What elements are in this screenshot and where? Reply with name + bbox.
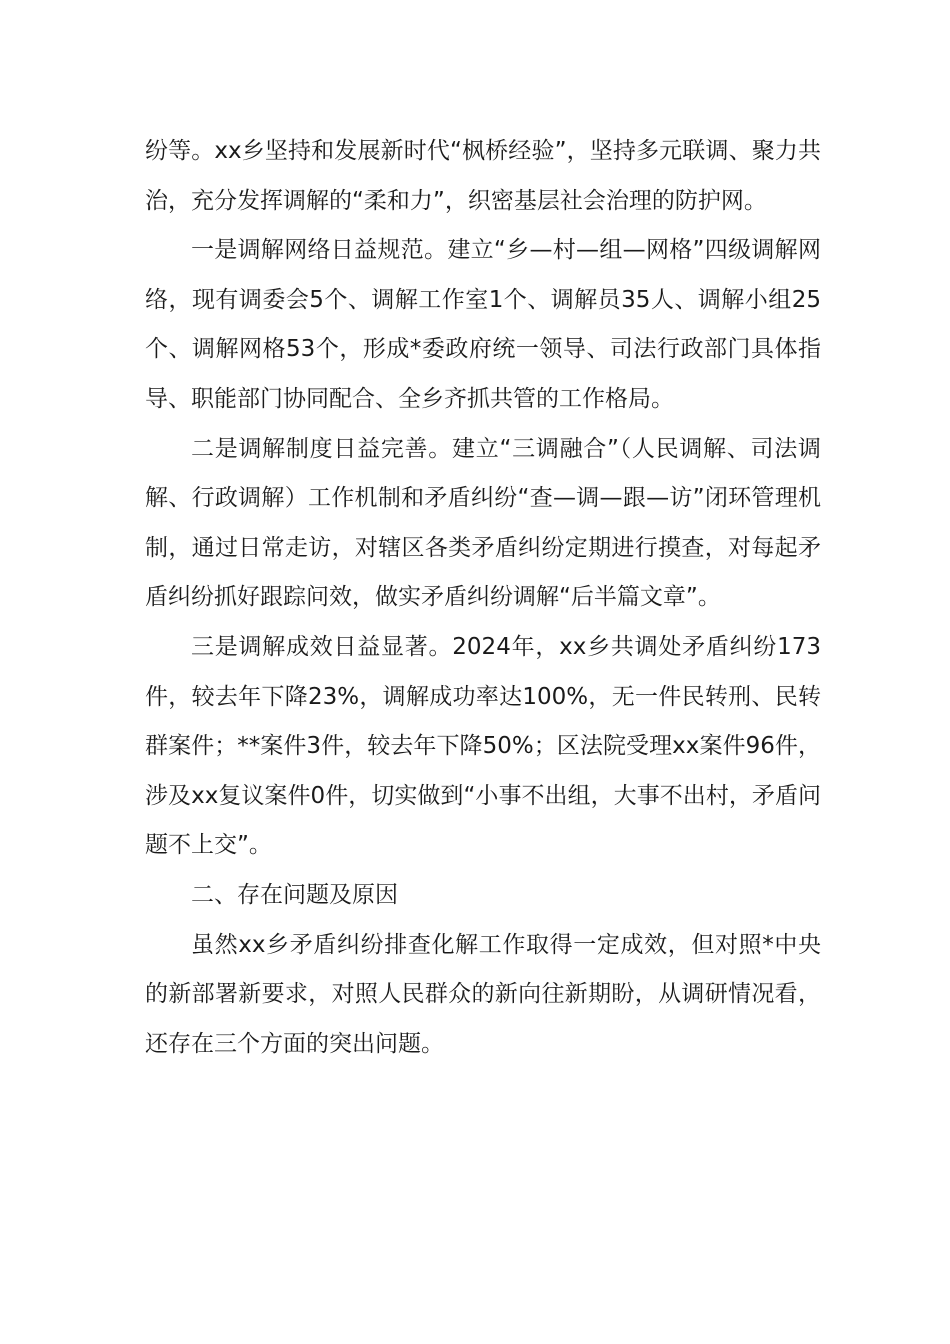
paragraph-mediation-results: 三是调解成效日益显著。2024年，xx乡共调处矛盾纠纷173件，较去年下降23%，调解成功率达100%，无一件民转刑、民转群案件；**案件3件，较去年下降50%；区法院受理xx案件96件，涉及xx复议案件0件，切实做到“小事不出组，大事不出村，矛盾问题不上交”。 (145, 633, 821, 859)
paragraph-continuation: 纷等。xx乡坚持和发展新时代“枫桥经验”，坚持多元联调、聚力共治，充分发挥调解的“柔和力”，织密基层社会治理的防护网。 (145, 138, 821, 214)
section-heading-problems: 二、存在问题及原因 (191, 881, 398, 908)
paragraph-problems-intro: 虽然xx乡矛盾纠纷排查化解工作取得一定成效，但对照*中央的新部署新要求，对照人民群众的新向往新期盼，从调研情况看，还存在三个方面的突出问题。 (145, 931, 821, 1057)
paragraph-mediation-system: 二是调解制度日益完善。建立“三调融合”（人民调解、司法调解、行政调解）工作机制和矛盾纠纷“查—调—跟—访”闭环管理机制，通过日常走访，对辖区各类矛盾纠纷定期进行摸查，对每起矛盾纠纷抓好跟踪问效，做实矛盾纠纷调解“后半篇文章”。 (145, 435, 821, 611)
document-body (145, 127, 821, 1069)
paragraph-mediation-network: 一是调解网络日益规范。建立“乡—村—组—网格”四级调解网络，现有调委会5个、调解工作室1个、调解员35人、调解小组25个、调解网格53个，形成*委政府统一领导、司法行政部门具体指导、职能部门协同配合、全乡齐抓共管的工作格局。 (145, 237, 821, 412)
